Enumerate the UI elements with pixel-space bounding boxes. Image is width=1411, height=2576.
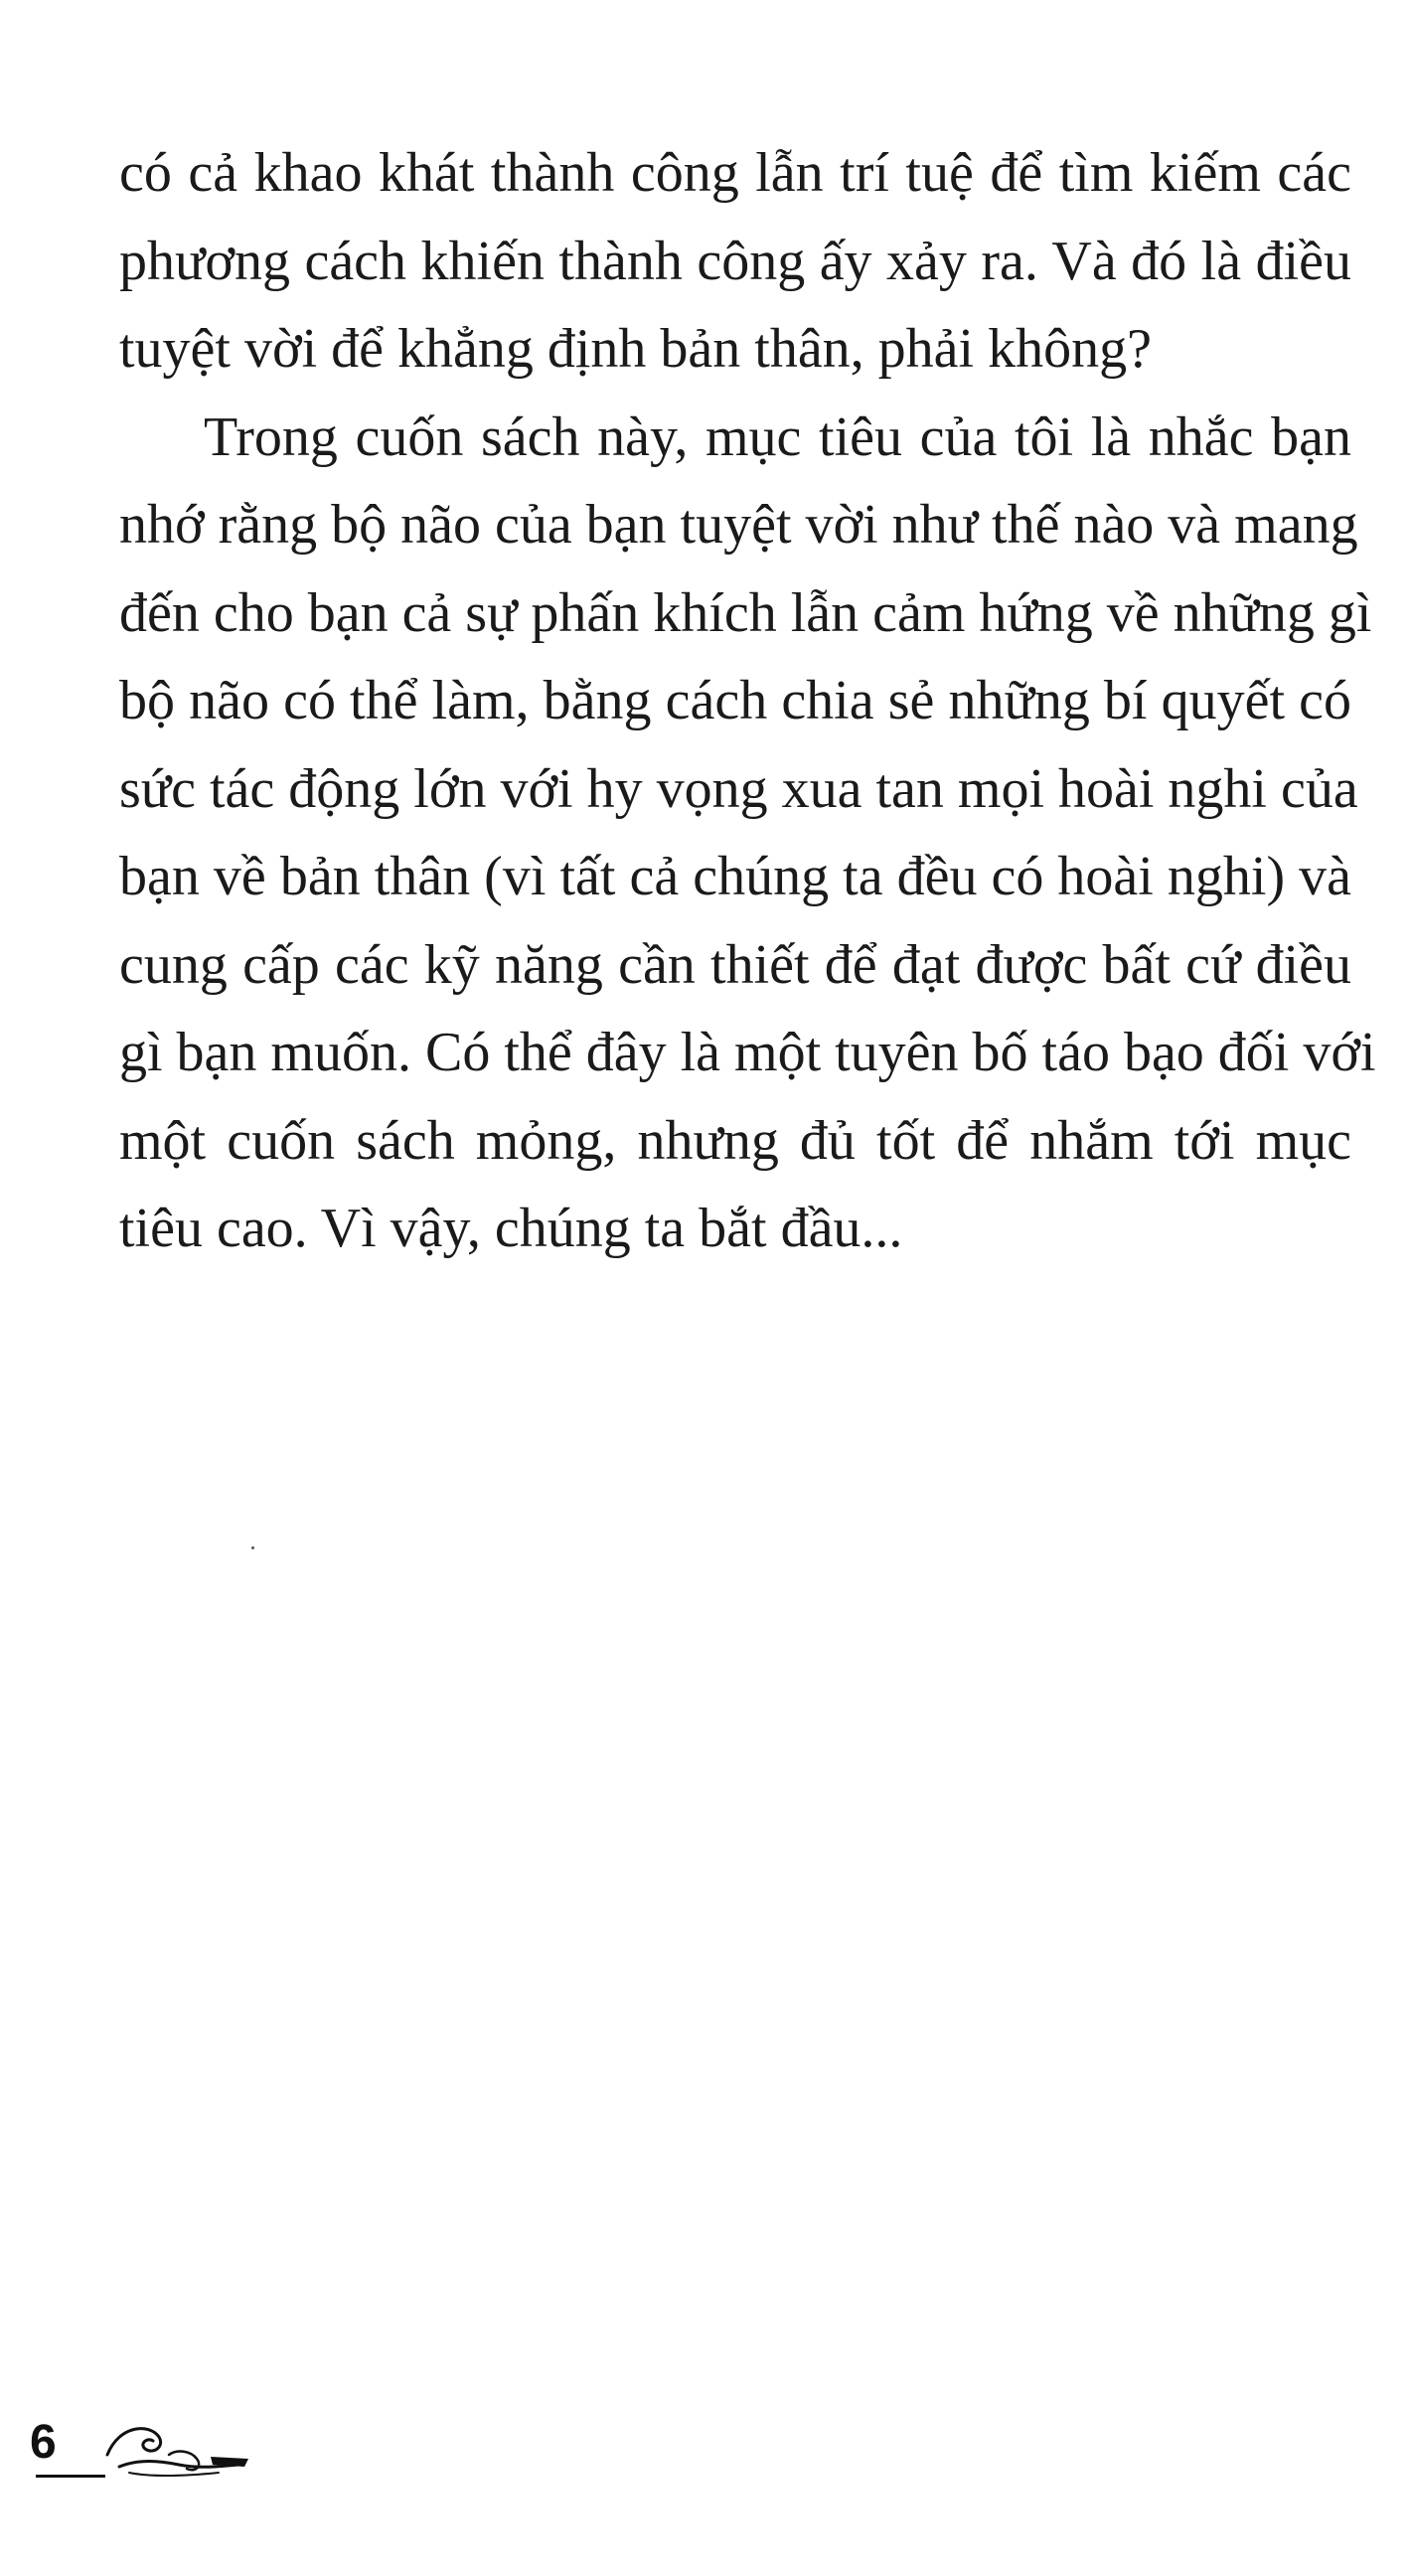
paragraph-2	[119, 394, 1376, 1273]
text-line: một cuốn sách mỏng, nhưng đủ tốt để nhắm tới mục	[119, 1109, 1351, 1172]
text-line: nhớ rằng bộ não của bạn tuyệt vời như thế nào và mang	[119, 494, 1358, 556]
text-line: cung cấp các kỹ năng cần thiết để đạt được bất cứ điều	[119, 933, 1351, 996]
text-line: tiêu cao. Vì vậy, chúng ta bắt đầu...	[119, 1198, 903, 1259]
print-speck	[251, 1546, 254, 1549]
page-number: 6	[30, 2416, 57, 2469]
footer-rule	[36, 2475, 105, 2478]
text-line: bạn về bản thân (vì tất cả chúng ta đều có hoài nghi) và	[119, 846, 1351, 907]
text-line: phương cách khiến thành công ấy xảy ra. Và đó là điều	[119, 230, 1351, 292]
text-line: đến cho bạn cả sự phấn khích lẫn cảm hứng về những gì	[119, 581, 1372, 644]
text-line: tuyệt vời để khẳng định bản thân, phải không?	[119, 318, 1152, 380]
text-line: gì bạn muốn. Có thể đây là một tuyên bố táo bạo đối với	[119, 1022, 1376, 1083]
text-line: Trong cuốn sách này, mục tiêu của tôi là nhắc bạn	[204, 405, 1351, 468]
paragraph-1	[119, 129, 1351, 394]
text-line: sức tác động lớn với hy vọng xua tan mọi hoài nghi của	[119, 757, 1358, 820]
text-line: có cả khao khát thành công lẫn trí tuệ để tìm kiếm các	[119, 142, 1351, 204]
body-text	[119, 129, 1376, 1273]
text-line: bộ não có thể làm, bằng cách chia sẻ những bí quyết có	[119, 670, 1351, 731]
swirl-ornament-icon	[99, 2415, 258, 2485]
